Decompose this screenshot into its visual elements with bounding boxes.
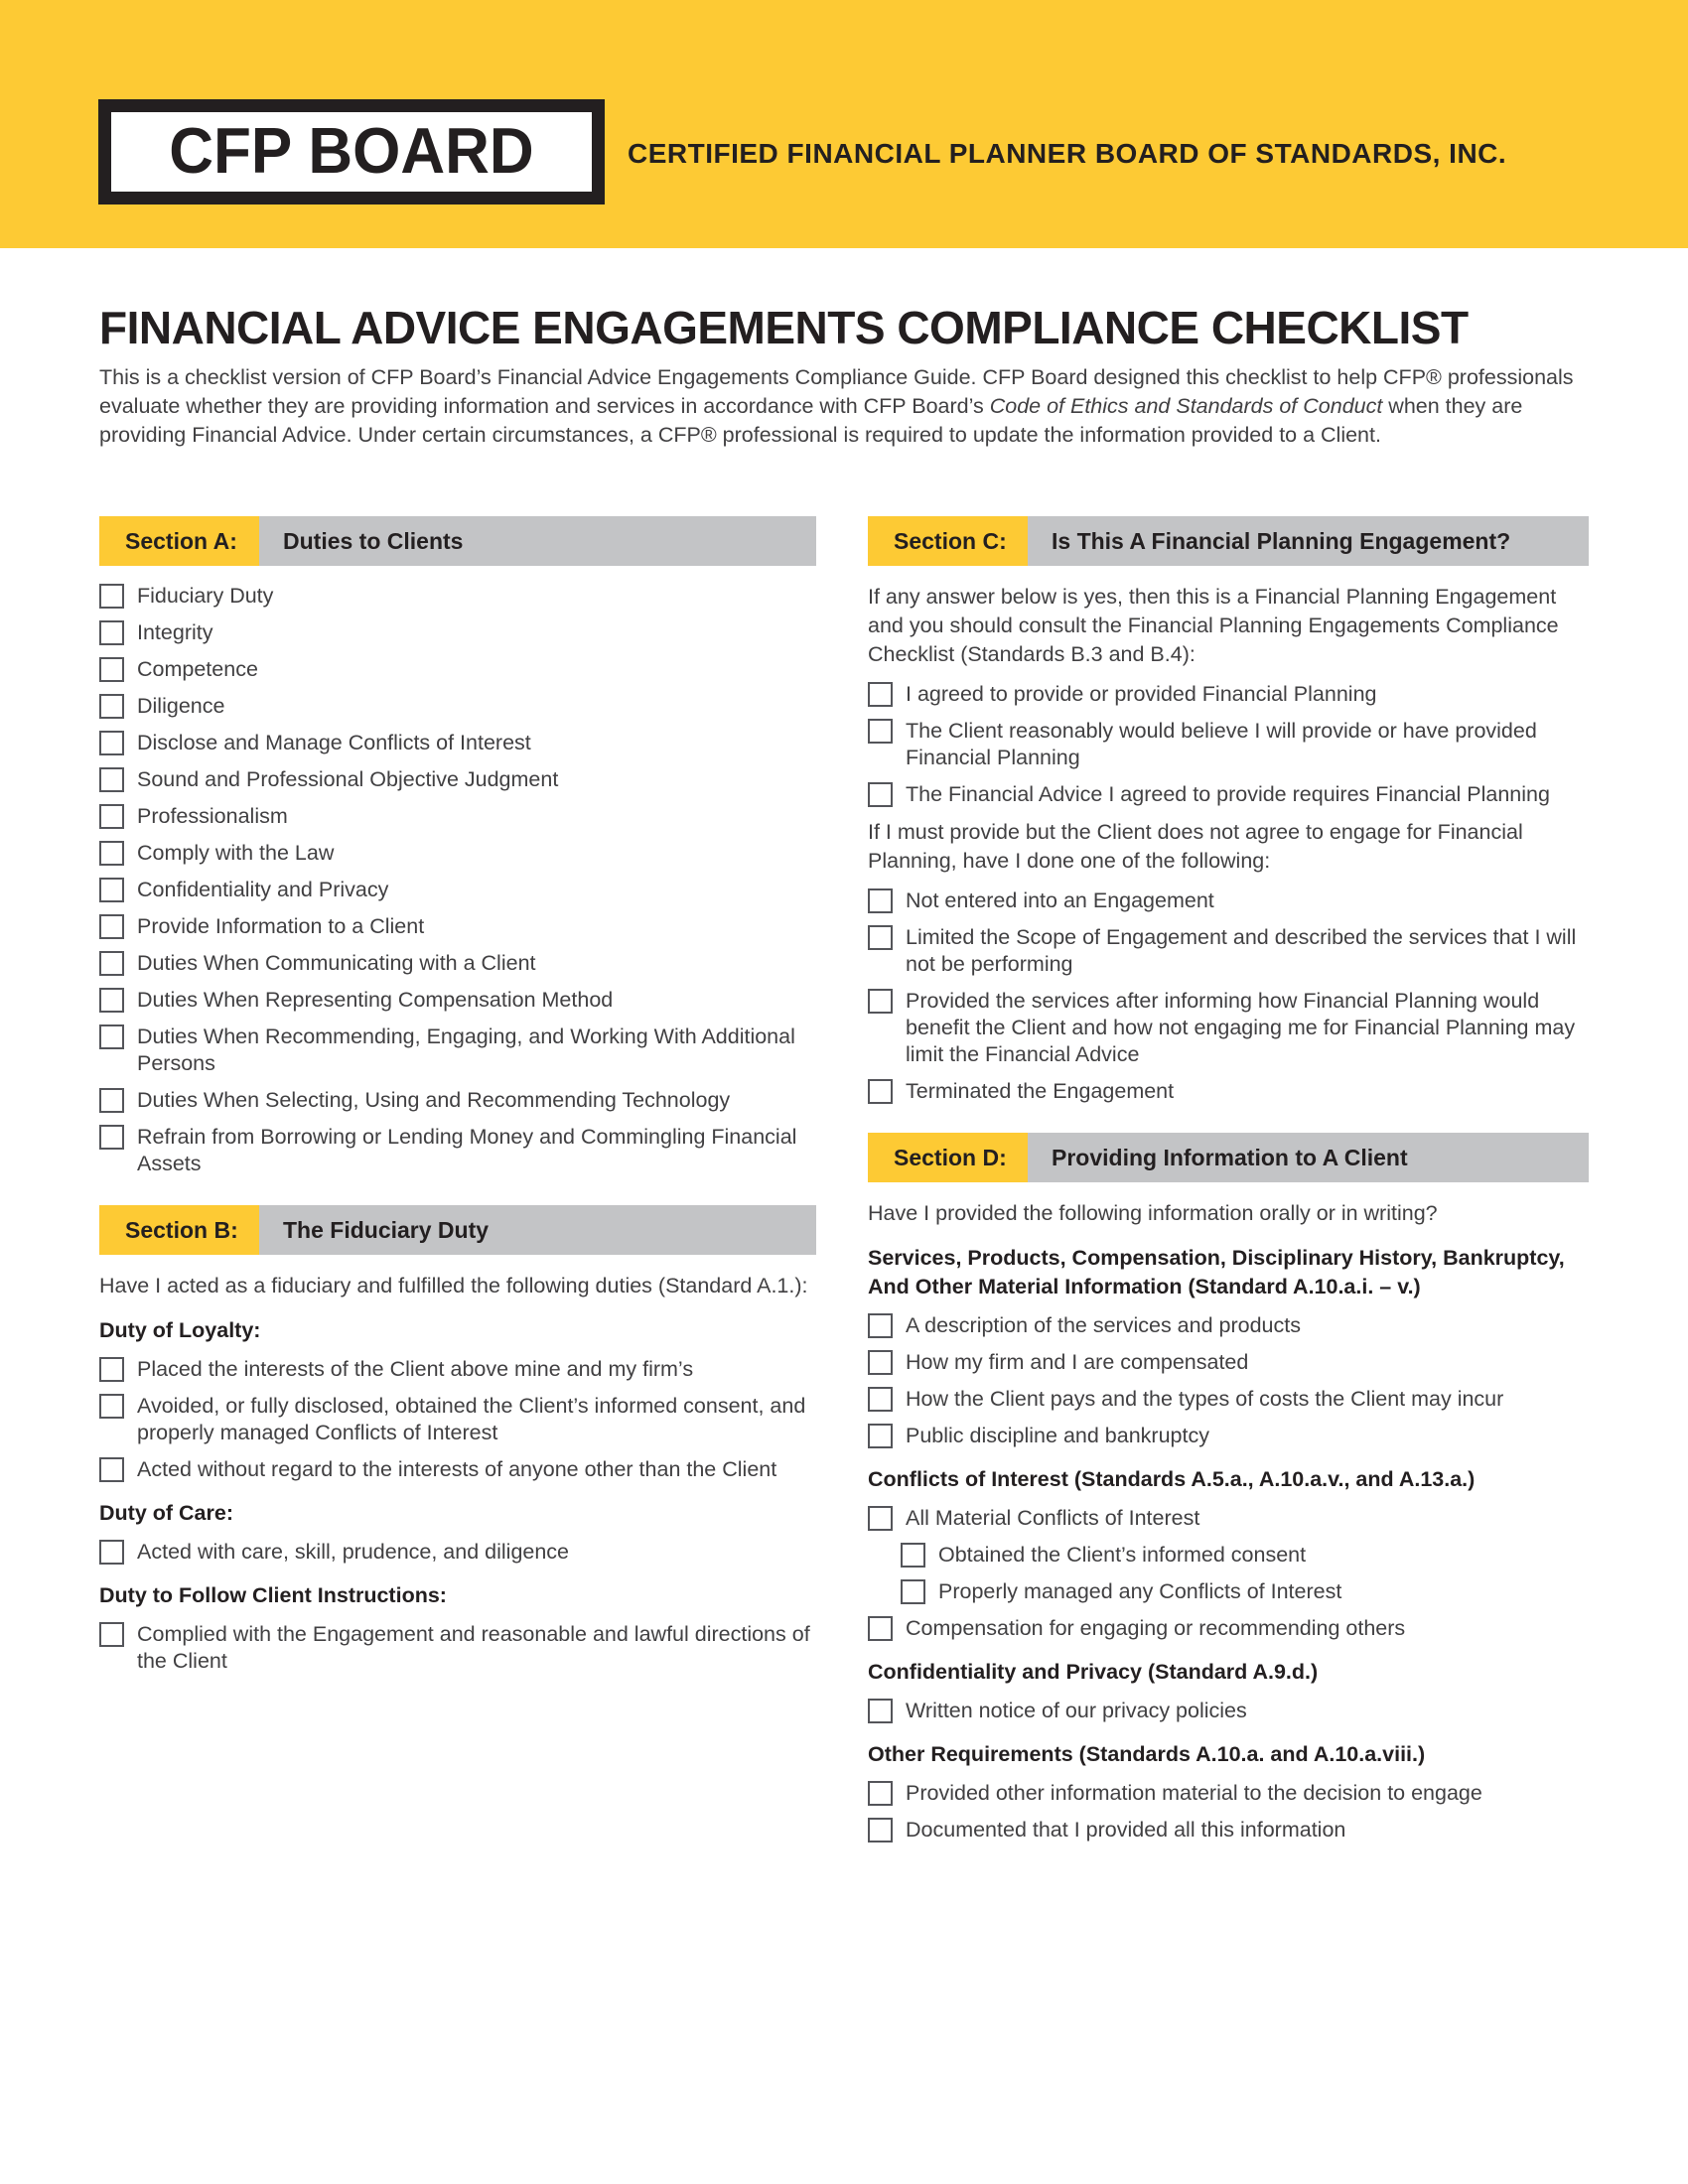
- checkbox[interactable]: [99, 1457, 124, 1482]
- checkbox[interactable]: [99, 1622, 124, 1647]
- checkbox[interactable]: [99, 767, 124, 792]
- checklist-item: [868, 718, 1589, 771]
- checkbox[interactable]: [868, 1818, 893, 1843]
- item-label: Sound and Professional Objective Judgment: [137, 767, 559, 791]
- checkbox[interactable]: [99, 694, 124, 719]
- checklist-item: [99, 1356, 816, 1383]
- checklist-item: [99, 987, 816, 1014]
- intro-seg3: when they are providing Financial Advice. Under certain circumstances, a CFP® professional is required to update the information provided to a Client.: [99, 394, 1523, 447]
- checklist-item: [99, 619, 816, 646]
- checklist-item: [868, 1780, 1589, 1807]
- checklist-item: [868, 1698, 1589, 1724]
- section-c-title: Is This A Financial Planning Engagement?: [1052, 527, 1511, 554]
- group-heading: Services, Products, Compensation, Disciplinary History, Bankruptcy, And Other Material Information (Standard A.10.a.i. – v.): [868, 1246, 1565, 1298]
- group-heading: Duty to Follow Client Instructions:: [99, 1583, 447, 1607]
- checklist-item: [868, 1312, 1589, 1339]
- checklist-item: [99, 840, 816, 867]
- section-d: [868, 1133, 1589, 1843]
- checklist-item: [99, 913, 816, 940]
- checklist-item: [99, 583, 816, 610]
- intro-paragraph: [99, 363, 1594, 450]
- item-label: Professionalism: [137, 804, 288, 828]
- checklist-item: [868, 887, 1589, 914]
- checkbox[interactable]: [99, 584, 124, 609]
- checklist-item: [868, 988, 1589, 1068]
- item-label: Confidentiality and Privacy: [137, 878, 389, 901]
- checklist-item: [868, 681, 1589, 708]
- checkbox[interactable]: [868, 1781, 893, 1806]
- checklist-item: [99, 766, 816, 793]
- checkbox[interactable]: [99, 1024, 124, 1049]
- cfp-board-logo-inner: [111, 112, 592, 192]
- page-title: FINANCIAL ADVICE ENGAGEMENTS COMPLIANCE CHECKLIST: [99, 302, 1469, 353]
- checkbox[interactable]: [99, 1357, 124, 1382]
- checkbox[interactable]: [868, 888, 893, 913]
- checklist-item: [99, 1539, 816, 1566]
- group-heading: Conflicts of Interest (Standards A.5.a., A.10.a.v., and A.13.a.): [868, 1467, 1476, 1491]
- checklist-item: [868, 1423, 1589, 1449]
- checkbox[interactable]: [868, 1616, 893, 1641]
- item-label: A description of the services and products: [906, 1313, 1301, 1337]
- section-a-label: Section A:: [99, 516, 259, 566]
- section-d-header: [868, 1133, 1589, 1182]
- checkbox[interactable]: [868, 682, 893, 707]
- checklist-item-nested: [901, 1542, 1589, 1569]
- checkbox[interactable]: [99, 914, 124, 939]
- checklist-item: [99, 803, 816, 830]
- item-label: Limited the Scope of Engagement and described the services that I will not be performing: [906, 925, 1577, 976]
- section-d-label: Section D:: [868, 1133, 1028, 1182]
- section-d-title: Providing Information to A Client: [1052, 1144, 1408, 1170]
- item-label: Compensation for engaging or recommending others: [906, 1616, 1406, 1640]
- item-label: Duties When Selecting, Using and Recommending Technology: [137, 1088, 731, 1112]
- group-heading: Other Requirements (Standards A.10.a. and A.10.a.viii.): [868, 1742, 1426, 1766]
- item-label: How my firm and I are compensated: [906, 1350, 1249, 1374]
- checkbox[interactable]: [868, 1313, 893, 1338]
- checkbox[interactable]: [868, 989, 893, 1014]
- group-heading: Duty of Care:: [99, 1501, 233, 1525]
- item-label: Comply with the Law: [137, 841, 335, 865]
- checklist-item: [99, 1456, 816, 1483]
- intro-seg2-italic: Code of Ethics and Standards of Conduct: [989, 394, 1383, 418]
- item-label: Public discipline and bankruptcy: [906, 1424, 1209, 1447]
- item-label: Placed the interests of the Client above mine and my firm’s: [137, 1357, 694, 1381]
- section-d-intro: Have I provided the following information orally or in writing?: [868, 1201, 1438, 1225]
- item-label: The Financial Advice I agreed to provide requires Financial Planning: [906, 782, 1550, 806]
- item-label: The Client reasonably would believe I will provide or have provided Financial Planning: [906, 719, 1537, 769]
- group-heading: Duty of Loyalty:: [99, 1318, 261, 1342]
- checkbox[interactable]: [868, 1424, 893, 1448]
- section-c-label: Section C:: [868, 516, 1028, 566]
- checkbox[interactable]: [99, 988, 124, 1013]
- checklist-item: [868, 1386, 1589, 1413]
- checkbox[interactable]: [99, 878, 124, 902]
- header-band: [0, 0, 1688, 248]
- checklist-item: [868, 924, 1589, 978]
- group-heading: Confidentiality and Privacy (Standard A.9.d.): [868, 1660, 1319, 1684]
- cfp-board-logo: [98, 99, 605, 205]
- checkbox[interactable]: [99, 1540, 124, 1565]
- checkbox[interactable]: [868, 1506, 893, 1531]
- section-b-header: [99, 1205, 816, 1255]
- item-label: Refrain from Borrowing or Lending Money and Commingling Financial Assets: [137, 1125, 797, 1175]
- section-b-label: Section B:: [99, 1205, 259, 1255]
- checkbox[interactable]: [99, 1088, 124, 1113]
- item-label: Provided the services after informing how Financial Planning would benefit the Client and how not engaging me for Financial Planning may limit the Financial Advice: [906, 989, 1576, 1066]
- checklist-item: [99, 730, 816, 756]
- checkbox[interactable]: [868, 1079, 893, 1104]
- item-label: All Material Conflicts of Interest: [906, 1506, 1200, 1530]
- checklist-item: [99, 950, 816, 977]
- item-label: Competence: [137, 657, 258, 681]
- item-label: Duties When Recommending, Engaging, and Working With Additional Persons: [137, 1024, 795, 1075]
- intro-seg1: This is a checklist version of CFP Board’s Financial Advice Engagements Compliance Guide. CFP Board designed this checklist to help CFP® professionals evaluate whether they are providing information and services in accordance with CFP Board’s: [99, 365, 1574, 418]
- checklist-item: [868, 1505, 1589, 1532]
- checklist-item: [868, 1817, 1589, 1843]
- item-label: Avoided, or fully disclosed, obtained the Client’s informed consent, and properly managed Conflicts of Interest: [137, 1394, 806, 1444]
- checkbox[interactable]: [868, 782, 893, 807]
- section-a-title: Duties to Clients: [283, 527, 464, 554]
- item-label: Acted without regard to the interests of anyone other than the Client: [137, 1457, 777, 1481]
- item-label: Duties When Representing Compensation Method: [137, 988, 614, 1012]
- checklist-item: [99, 693, 816, 720]
- checkbox[interactable]: [868, 1350, 893, 1375]
- item-label: Fiduciary Duty: [137, 584, 274, 608]
- checkbox[interactable]: [868, 1387, 893, 1412]
- item-label: How the Client pays and the types of costs the Client may incur: [906, 1387, 1504, 1411]
- checklist-item: [99, 656, 816, 683]
- item-label: Complied with the Engagement and reasonable and lawful directions of the Client: [137, 1622, 810, 1673]
- item-label: Acted with care, skill, prudence, and diligence: [137, 1540, 570, 1564]
- checkbox[interactable]: [99, 1394, 124, 1419]
- item-label: Disclose and Manage Conflicts of Interest: [137, 731, 531, 754]
- section-b: [99, 1205, 816, 1675]
- checklist-item: [868, 1078, 1589, 1105]
- checkbox[interactable]: [99, 841, 124, 866]
- checklist-item: [868, 1349, 1589, 1376]
- item-label: Written notice of our privacy policies: [906, 1699, 1247, 1722]
- checklist-item: [99, 1024, 816, 1077]
- checkbox[interactable]: [868, 1699, 893, 1723]
- item-label: Terminated the Engagement: [906, 1079, 1175, 1103]
- checklist-item: [99, 1087, 816, 1114]
- checkbox[interactable]: [868, 925, 893, 950]
- checklist-item: [99, 1124, 816, 1177]
- checklist-item: [99, 1393, 816, 1446]
- checklist-item: [99, 877, 816, 903]
- checklist-item: [99, 1621, 816, 1675]
- right-column: [868, 516, 1589, 1853]
- checklist-item: [868, 1615, 1589, 1642]
- checkbox[interactable]: [99, 804, 124, 829]
- checkbox[interactable]: [99, 620, 124, 645]
- item-label: Obtained the Client’s informed consent: [938, 1543, 1307, 1567]
- section-c-intro: If any answer below is yes, then this is a Financial Planning Engagement and you should consult the Financial Planning Engagements Compliance Checklist (Standards B.3 and B.4):: [868, 585, 1559, 666]
- checkbox[interactable]: [901, 1579, 925, 1604]
- item-label: Documented that I provided all this information: [906, 1818, 1346, 1842]
- item-label: Not entered into an Engagement: [906, 888, 1214, 912]
- item-label: I agreed to provide or provided Financial Planning: [906, 682, 1377, 706]
- cfp-board-logo-text: CFP BOARD: [169, 115, 534, 188]
- item-label: Properly managed any Conflicts of Interest: [938, 1579, 1342, 1603]
- section-c-intro2: If I must provide but the Client does not agree to engage for Financial Planning, have I done one of the following:: [868, 820, 1523, 873]
- checkbox[interactable]: [99, 657, 124, 682]
- checkbox[interactable]: [868, 719, 893, 744]
- checklist-item: [868, 781, 1589, 808]
- checkbox[interactable]: [901, 1543, 925, 1568]
- item-label: Integrity: [137, 620, 213, 644]
- section-b-title: The Fiduciary Duty: [283, 1216, 490, 1243]
- item-label: Provided other information material to the decision to engage: [906, 1781, 1482, 1805]
- item-label: Diligence: [137, 694, 225, 718]
- checkbox[interactable]: [99, 951, 124, 976]
- item-label: Provide Information to a Client: [137, 914, 425, 938]
- left-column: [99, 516, 816, 1685]
- checkbox[interactable]: [99, 1125, 124, 1150]
- section-a-header: [99, 516, 816, 566]
- org-name: CERTIFIED FINANCIAL PLANNER BOARD OF STANDARDS, INC.: [628, 138, 1507, 169]
- checklist-item-nested: [901, 1578, 1589, 1605]
- item-label: Duties When Communicating with a Client: [137, 951, 536, 975]
- checkbox[interactable]: [99, 731, 124, 755]
- section-b-intro: Have I acted as a fiduciary and fulfilled the following duties (Standard A.1.):: [99, 1274, 808, 1297]
- section-c-header: [868, 516, 1589, 566]
